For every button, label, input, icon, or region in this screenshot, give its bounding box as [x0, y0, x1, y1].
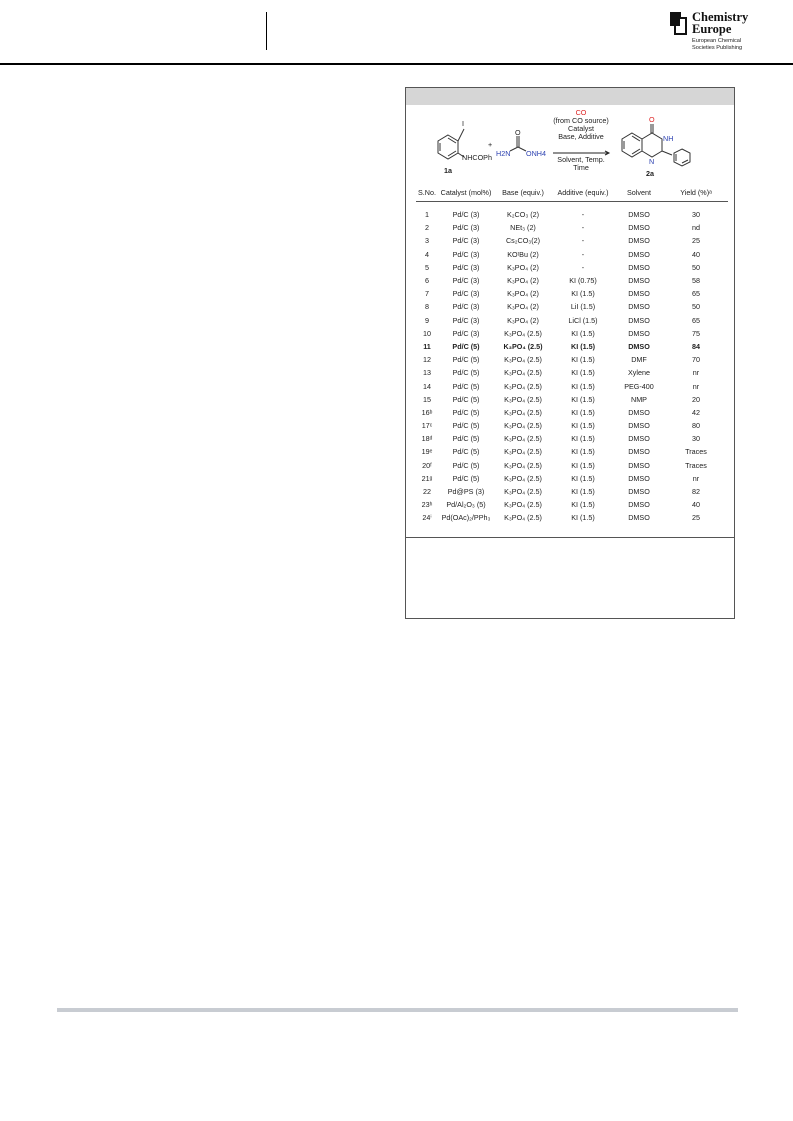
table-row — [416, 340, 728, 353]
cell-catalyst: Pd/C (5) — [452, 407, 480, 417]
table-row — [416, 314, 728, 327]
cell-yield: 80 — [692, 421, 700, 431]
table-row — [416, 248, 728, 261]
table-row — [416, 366, 728, 379]
brand-name — [692, 11, 748, 35]
cell-yield: 40 — [692, 249, 700, 259]
reagent-carbonyl-o: O — [515, 128, 521, 137]
cell-additive: KI (1.5) — [571, 487, 595, 497]
cell-additive: - — [581, 262, 585, 272]
cell-additive: KI (0.75) — [569, 276, 597, 286]
cell-additive: KI (1.5) — [571, 447, 595, 457]
cell-yield: nr — [692, 473, 700, 483]
cell-catalyst: Pd/C (3) — [452, 210, 480, 220]
cell-base: K₃PO₄ (2.5) — [504, 368, 542, 378]
cell-catalyst: Pd/C (3) — [452, 223, 480, 233]
cell-catalyst: Pd/C (5) — [452, 447, 480, 457]
cell-solvent: DMSO — [628, 210, 650, 220]
condition-solvent-temp: Solvent, Temp. — [557, 155, 605, 164]
cell-yield: 82 — [692, 487, 700, 497]
table-row — [416, 300, 728, 313]
table-row — [416, 511, 728, 524]
cell-yield: 20 — [692, 394, 700, 404]
cell-catalyst: Pd/C (5) — [452, 421, 480, 431]
table-row — [416, 379, 728, 392]
plus-sign: + — [488, 140, 493, 149]
cell-yield: 30 — [692, 210, 700, 220]
table-row — [416, 498, 728, 511]
cell-solvent: DMSO — [628, 421, 650, 431]
cell-catalyst: Pd@PS (3) — [447, 487, 485, 497]
table-row — [416, 445, 728, 458]
cell-yield: 25 — [692, 236, 700, 246]
table-row — [416, 459, 728, 472]
reactant-ring — [438, 135, 458, 159]
cell-solvent: Xylene — [628, 368, 650, 378]
cell-solvent: DMSO — [628, 460, 650, 470]
cell-base: K₃PO₄ (2.5) — [504, 500, 542, 510]
cell-catalyst: Pd/C (5) — [452, 368, 480, 378]
cell-catalyst: Pd/C (3) — [452, 249, 480, 259]
cell-additive: - — [581, 223, 585, 233]
cell-solvent: DMSO — [628, 447, 650, 457]
cell-catalyst: Pd/C (5) — [452, 394, 480, 404]
cell-base: K₃PO₄ (2) — [507, 262, 539, 272]
table-row — [416, 472, 728, 485]
table-footer-rule — [406, 537, 734, 538]
reagent-ammonium-oxy: ONH4 — [526, 149, 546, 158]
cell-solvent: DMSO — [628, 262, 650, 272]
cell-additive: KI (1.5) — [571, 460, 595, 470]
cell-solvent: DMF — [631, 355, 647, 365]
cell-sno: 21ᵍ — [421, 473, 433, 483]
cell-additive: KI (1.5) — [571, 368, 595, 378]
cell-sno: 6 — [425, 276, 429, 286]
cell-base: K₃PO₄ (2) — [507, 289, 539, 299]
cell-solvent: DMSO — [628, 276, 650, 286]
cell-sno: 4 — [425, 249, 429, 259]
cell-catalyst: Pd(OAc)₂/PPh₃ — [441, 513, 491, 523]
col-header-solvent: Solvent — [614, 184, 664, 202]
cell-catalyst: Pd/C (5) — [452, 460, 480, 470]
cell-base: K₃PO₄ (2.5) — [504, 381, 542, 391]
cell-sno: 12 — [423, 355, 431, 365]
product-n: N — [649, 157, 655, 166]
cell-solvent: DMSO — [628, 249, 650, 259]
cell-base: K₃PO₄ (2.5) — [504, 487, 542, 497]
cell-solvent: DMSO — [628, 487, 650, 497]
cell-solvent: DMSO — [628, 236, 650, 246]
cell-solvent: DMSO — [628, 302, 650, 312]
cell-sno: 20ᶠ — [422, 460, 432, 470]
cell-additive: KI (1.5) — [571, 513, 595, 523]
cell-sno: 2 — [425, 223, 429, 233]
cell-catalyst: Pd/C (3) — [452, 328, 480, 338]
cell-sno: 23ʰ — [421, 500, 433, 510]
cell-yield: 65 — [692, 315, 700, 325]
cell-solvent: DMSO — [628, 434, 650, 444]
cell-base: K₂CO₃ (2) — [506, 210, 540, 220]
cell-sno: 10 — [423, 328, 431, 338]
cell-additive: KI (1.5) — [571, 289, 595, 299]
cell-catalyst: Pd/C (5) — [452, 434, 480, 444]
cell-sno: 9 — [425, 315, 429, 325]
cell-solvent: DMSO — [628, 473, 650, 483]
product-label: 2a — [646, 169, 654, 178]
cell-additive: KI (1.5) — [571, 421, 595, 431]
table-header-row — [416, 184, 728, 202]
cell-catalyst: Pd/C (3) — [452, 315, 480, 325]
cell-solvent: DMSO — [628, 223, 650, 233]
cell-solvent: DMSO — [628, 407, 650, 417]
cell-yield: 25 — [692, 513, 700, 523]
cell-sno: 16ᵇ — [421, 407, 433, 417]
condition-base-additive: Base, Additive — [558, 132, 604, 141]
co-label: CO — [575, 108, 587, 117]
product-nh: NH — [663, 134, 674, 143]
cell-catalyst: Pd/C (3) — [452, 236, 480, 246]
cell-base: K₃PO₄ (2.5) — [504, 421, 542, 431]
cell-sno: 17ᶜ — [421, 421, 433, 431]
cell-base: K₃PO₄ (2.5) — [504, 328, 542, 338]
cell-base: K₃PO₄ (2.5) — [504, 394, 542, 404]
header-divider — [266, 12, 267, 50]
col-header-additive: Additive (equiv.) — [552, 184, 614, 202]
cell-yield: Traces — [685, 447, 707, 457]
cell-base: K₃PO₄ (2.5) — [504, 407, 542, 417]
cell-catalyst: Pd/C (5) — [452, 355, 480, 365]
cell-yield: 58 — [692, 276, 700, 286]
chemistry-europe-logo-icon — [670, 12, 688, 36]
condition-catalyst: Catalyst — [568, 124, 594, 133]
brand-line-2: Europe — [692, 22, 732, 36]
cell-base: Cs₂CO₃(2) — [505, 236, 541, 246]
table-row — [416, 432, 728, 445]
cell-yield: 42 — [692, 407, 700, 417]
cell-sno: 18ᵈ — [421, 434, 433, 444]
reactant-amide-group: NHCOPh — [462, 153, 492, 162]
cell-yield: nr — [692, 381, 700, 391]
table-row — [416, 221, 728, 234]
reactant-iodo: I — [462, 119, 464, 128]
table-row — [416, 406, 728, 419]
col-header-base: Base (equiv.) — [494, 184, 552, 202]
cell-catalyst: Pd/C (3) — [452, 302, 480, 312]
cell-solvent: DMSO — [628, 513, 650, 523]
optimization-table — [416, 184, 728, 525]
cell-additive: KI (1.5) — [571, 500, 595, 510]
brand-sub-1: European Chemical — [692, 38, 742, 44]
brand-publisher — [692, 38, 742, 52]
table-row — [416, 485, 728, 498]
publisher-logo[interactable] — [670, 12, 780, 54]
brand-line-1: Chemistry — [692, 10, 749, 24]
col-header-sno: S.No. — [416, 184, 438, 202]
cell-additive: LiCl (1.5) — [568, 315, 598, 325]
cell-base: KOᵗBu (2) — [507, 249, 539, 259]
cell-solvent: DMSO — [628, 328, 650, 338]
cell-additive: KI (1.5) — [571, 381, 595, 391]
cell-additive: KI (1.5) — [571, 434, 595, 444]
cell-catalyst: Pd/C (3) — [452, 276, 480, 286]
table-row — [416, 393, 728, 406]
cell-sno: 24ⁱ — [422, 513, 432, 523]
cell-yield: 30 — [692, 434, 700, 444]
col-header-yield: Yield (%)ᵃ — [664, 184, 728, 202]
table-caption-band — [406, 88, 734, 105]
cell-base: K₃PO₄ (2.5) — [504, 473, 542, 483]
brand-sub-2: Societies Publishing — [692, 45, 743, 51]
table-row — [416, 261, 728, 274]
cell-base: K₃PO₄ (2.5) — [504, 513, 542, 523]
cell-sno: 19ᵉ — [421, 447, 433, 457]
table-row — [416, 353, 728, 366]
cell-additive: - — [581, 210, 585, 220]
cell-additive: - — [581, 249, 585, 259]
cell-additive: KI (1.5) — [571, 407, 595, 417]
reactant-label: 1a — [444, 166, 452, 175]
col-header-catalyst: Catalyst (mol%) — [438, 184, 494, 202]
cell-base: NEt₃ (2) — [510, 223, 536, 233]
cell-sno: 1 — [425, 210, 429, 220]
cell-base: K₃PO₄ (2.5) — [504, 460, 542, 470]
table-row — [416, 327, 728, 340]
reagent-amine: H2N — [496, 149, 511, 158]
cell-solvent: DMSO — [628, 315, 650, 325]
cell-sno: 7 — [425, 289, 429, 299]
cell-yield: 84 — [692, 341, 700, 351]
cell-base: K₃PO₄ (2) — [507, 302, 539, 312]
cell-solvent: DMSO — [628, 289, 650, 299]
cell-base: K₃PO₄ (2.5) — [504, 434, 542, 444]
cell-yield: nd — [692, 223, 700, 233]
cell-yield: 70 — [692, 355, 700, 365]
cell-yield: nr — [692, 368, 700, 378]
cell-sno: 14 — [423, 381, 431, 391]
cell-additive: - — [581, 236, 585, 246]
cell-solvent: DMSO — [628, 500, 650, 510]
cell-solvent: PEG-400 — [624, 381, 654, 391]
cell-additive: KI (1.5) — [571, 355, 595, 365]
cell-solvent: NMP — [631, 394, 647, 404]
table-row — [416, 202, 728, 222]
condition-time: Time — [573, 163, 589, 172]
cell-additive: KI (1.5) — [571, 473, 595, 483]
cell-sno: 8 — [425, 302, 429, 312]
cell-catalyst: Pd/Al₂O₃ (5) — [446, 500, 486, 510]
cell-additive: KI (1.5) — [571, 394, 595, 404]
cell-catalyst: Pd/C (3) — [452, 289, 480, 299]
co-source: (from CO source) — [553, 116, 609, 125]
cell-additive: KI (1.5) — [571, 341, 595, 351]
cell-catalyst: Pd/C (5) — [452, 381, 480, 391]
header-rule — [0, 63, 793, 65]
table-row — [416, 274, 728, 287]
cell-catalyst: Pd/C (3) — [452, 262, 480, 272]
table-row — [416, 287, 728, 300]
cell-yield: 50 — [692, 302, 700, 312]
footer-rule — [57, 1008, 738, 1012]
cell-yield: 75 — [692, 328, 700, 338]
cell-yield: 40 — [692, 500, 700, 510]
cell-catalyst: Pd/C (5) — [452, 341, 480, 351]
cell-sno: 11 — [423, 341, 431, 351]
cell-yield: 50 — [692, 262, 700, 272]
cell-sno: 15 — [423, 394, 431, 404]
cell-sno: 3 — [425, 236, 429, 246]
table-panel — [405, 87, 735, 619]
cell-base: K₃PO₄ (2) — [507, 276, 539, 286]
cell-sno: 13 — [423, 368, 431, 378]
table-row — [416, 419, 728, 432]
cell-sno: 22 — [423, 487, 431, 497]
cell-base: K₃PO₄ (2.5) — [504, 355, 542, 365]
cell-yield: 65 — [692, 289, 700, 299]
cell-base: K₃PO₄ (2) — [507, 315, 539, 325]
cell-solvent: DMSO — [628, 341, 650, 351]
table-row — [416, 234, 728, 247]
cell-base: K₃PO₄ (2.5) — [504, 447, 542, 457]
reaction-scheme — [406, 105, 734, 185]
cell-additive: LiI (1.5) — [570, 302, 596, 312]
cell-sno: 5 — [425, 262, 429, 272]
cell-additive: KI (1.5) — [571, 328, 595, 338]
product-carbonyl-o: O — [649, 115, 655, 124]
cell-yield: Traces — [685, 460, 707, 470]
cell-base: K₃PO₄ (2.5) — [503, 341, 543, 351]
cell-catalyst: Pd/C (5) — [452, 473, 480, 483]
